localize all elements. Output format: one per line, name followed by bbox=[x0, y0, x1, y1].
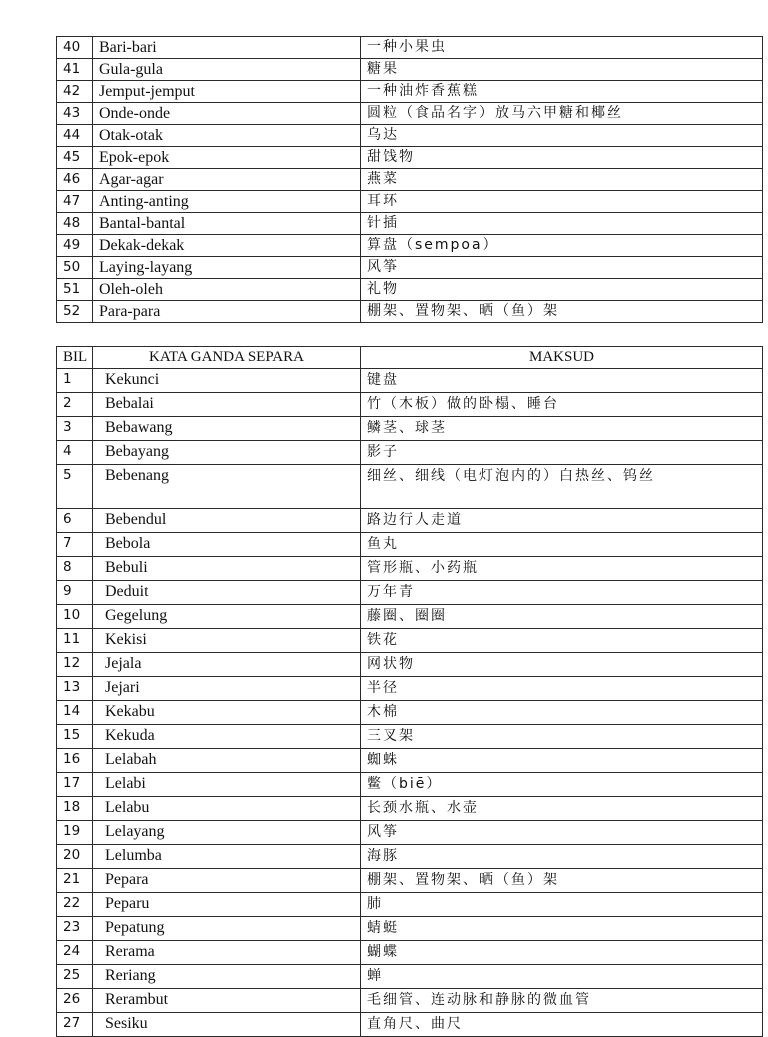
table-row bbox=[57, 147, 763, 169]
table-row bbox=[57, 821, 763, 845]
row-number: 41 bbox=[57, 59, 93, 81]
table-row bbox=[57, 37, 763, 59]
row-meaning: 海豚 bbox=[361, 845, 763, 869]
row-word: Dekak-dekak bbox=[93, 235, 361, 257]
row-word: Jemput-jemput bbox=[93, 81, 361, 103]
row-word: Lelabi bbox=[93, 773, 361, 797]
row-number: 18 bbox=[57, 797, 93, 821]
table-row bbox=[57, 393, 763, 417]
row-number: 8 bbox=[57, 557, 93, 581]
row-meaning: 木棉 bbox=[361, 701, 763, 725]
row-word: Bari-bari bbox=[93, 37, 361, 59]
row-meaning: 针插 bbox=[361, 213, 763, 235]
table-row bbox=[57, 509, 763, 533]
row-word: Oleh-oleh bbox=[93, 279, 361, 301]
table-header-row bbox=[57, 347, 763, 369]
table-row bbox=[57, 845, 763, 869]
row-meaning: 蜘蛛 bbox=[361, 749, 763, 773]
table-row bbox=[57, 125, 763, 147]
table-row bbox=[57, 653, 763, 677]
row-word: Rerambut bbox=[93, 989, 361, 1013]
table-row bbox=[57, 213, 763, 235]
row-number: 5 bbox=[57, 465, 93, 509]
row-word: Kekabu bbox=[93, 701, 361, 725]
row-word: Sesiku bbox=[93, 1013, 361, 1037]
row-meaning: 蜻蜓 bbox=[361, 917, 763, 941]
row-meaning: 铁花 bbox=[361, 629, 763, 653]
row-word: Bebendul bbox=[93, 509, 361, 533]
row-meaning: 三叉架 bbox=[361, 725, 763, 749]
row-meaning: 蝉 bbox=[361, 965, 763, 989]
row-meaning: 直角尺、曲尺 bbox=[361, 1013, 763, 1037]
row-meaning: 鳖（biē） bbox=[361, 773, 763, 797]
table-row bbox=[57, 1013, 763, 1037]
row-word: Laying-layang bbox=[93, 257, 361, 279]
row-meaning: 风筝 bbox=[361, 821, 763, 845]
table-row bbox=[57, 533, 763, 557]
row-number: 20 bbox=[57, 845, 93, 869]
row-number: 50 bbox=[57, 257, 93, 279]
row-meaning: 燕菜 bbox=[361, 169, 763, 191]
row-number: 26 bbox=[57, 989, 93, 1013]
row-meaning: 礼物 bbox=[361, 279, 763, 301]
row-meaning: 糖果 bbox=[361, 59, 763, 81]
table-row bbox=[57, 773, 763, 797]
row-word: Pepara bbox=[93, 869, 361, 893]
row-number: 9 bbox=[57, 581, 93, 605]
row-meaning: 鳞茎、球茎 bbox=[361, 417, 763, 441]
row-word: Kekuda bbox=[93, 725, 361, 749]
row-word: Onde-onde bbox=[93, 103, 361, 125]
table-row bbox=[57, 235, 763, 257]
row-meaning: 竹（木板）做的卧榻、睡台 bbox=[361, 393, 763, 417]
row-meaning: 万年青 bbox=[361, 581, 763, 605]
row-word: Para-para bbox=[93, 301, 361, 323]
row-word: Epok-epok bbox=[93, 147, 361, 169]
table-row bbox=[57, 257, 763, 279]
row-number: 12 bbox=[57, 653, 93, 677]
row-meaning: 路边行人走道 bbox=[361, 509, 763, 533]
row-number: 21 bbox=[57, 869, 93, 893]
row-number: 47 bbox=[57, 191, 93, 213]
table-row bbox=[57, 103, 763, 125]
table-row bbox=[57, 605, 763, 629]
row-number: 19 bbox=[57, 821, 93, 845]
row-number: 7 bbox=[57, 533, 93, 557]
row-word: Lelabu bbox=[93, 797, 361, 821]
row-meaning: 键盘 bbox=[361, 369, 763, 393]
row-word: Lelayang bbox=[93, 821, 361, 845]
row-word: Pepatung bbox=[93, 917, 361, 941]
row-meaning: 耳环 bbox=[361, 191, 763, 213]
row-word: Rerama bbox=[93, 941, 361, 965]
row-number: 1 bbox=[57, 369, 93, 393]
table-row bbox=[57, 893, 763, 917]
word-table-bottom-body bbox=[57, 369, 763, 1037]
row-number: 2 bbox=[57, 393, 93, 417]
row-meaning: 风筝 bbox=[361, 257, 763, 279]
row-number: 40 bbox=[57, 37, 93, 59]
row-number: 11 bbox=[57, 629, 93, 653]
row-meaning: 蝴蝶 bbox=[361, 941, 763, 965]
table-row bbox=[57, 191, 763, 213]
row-meaning: 细丝、细线（电灯泡内的）白热丝、钨丝 bbox=[361, 465, 763, 509]
row-number: 42 bbox=[57, 81, 93, 103]
row-number: 24 bbox=[57, 941, 93, 965]
header-kata-ganda-separa: KATA GANDA SEPARA bbox=[93, 347, 361, 369]
row-word: Deduit bbox=[93, 581, 361, 605]
row-meaning: 影子 bbox=[361, 441, 763, 465]
row-meaning: 鱼丸 bbox=[361, 533, 763, 557]
row-word: Peparu bbox=[93, 893, 361, 917]
row-meaning: 圆粒（食品名字）放马六甲糖和椰丝 bbox=[361, 103, 763, 125]
row-word: Lelabah bbox=[93, 749, 361, 773]
table-row bbox=[57, 59, 763, 81]
header-maksud: MAKSUD bbox=[361, 347, 763, 369]
table-row bbox=[57, 749, 763, 773]
row-number: 3 bbox=[57, 417, 93, 441]
row-number: 44 bbox=[57, 125, 93, 147]
table-row bbox=[57, 701, 763, 725]
table-row bbox=[57, 965, 763, 989]
row-meaning: 网状物 bbox=[361, 653, 763, 677]
row-number: 48 bbox=[57, 213, 93, 235]
row-number: 46 bbox=[57, 169, 93, 191]
row-word: Bantal-bantal bbox=[93, 213, 361, 235]
row-number: 16 bbox=[57, 749, 93, 773]
row-number: 6 bbox=[57, 509, 93, 533]
table-row bbox=[57, 869, 763, 893]
row-word: Reriang bbox=[93, 965, 361, 989]
row-meaning: 肺 bbox=[361, 893, 763, 917]
row-word: Lelumba bbox=[93, 845, 361, 869]
row-word: Anting-anting bbox=[93, 191, 361, 213]
row-word: Jejari bbox=[93, 677, 361, 701]
table-row bbox=[57, 417, 763, 441]
table-row bbox=[57, 369, 763, 393]
row-number: 51 bbox=[57, 279, 93, 301]
row-meaning: 一种小果虫 bbox=[361, 37, 763, 59]
table-row bbox=[57, 725, 763, 749]
table-row bbox=[57, 441, 763, 465]
table-row bbox=[57, 279, 763, 301]
row-number: 49 bbox=[57, 235, 93, 257]
table-row bbox=[57, 629, 763, 653]
row-word: Bebenang bbox=[93, 465, 361, 509]
table-row bbox=[57, 917, 763, 941]
row-word: Otak-otak bbox=[93, 125, 361, 147]
word-table-kata-ganda-separa bbox=[56, 346, 763, 1037]
row-word: Kekisi bbox=[93, 629, 361, 653]
row-number: 52 bbox=[57, 301, 93, 323]
row-word: Kekunci bbox=[93, 369, 361, 393]
header-bil: BIL bbox=[57, 347, 93, 369]
row-number: 10 bbox=[57, 605, 93, 629]
row-number: 17 bbox=[57, 773, 93, 797]
row-number: 4 bbox=[57, 441, 93, 465]
word-table-top bbox=[56, 36, 763, 323]
row-number: 45 bbox=[57, 147, 93, 169]
row-number: 43 bbox=[57, 103, 93, 125]
row-meaning: 半径 bbox=[361, 677, 763, 701]
row-word: Jejala bbox=[93, 653, 361, 677]
row-word: Bebola bbox=[93, 533, 361, 557]
row-meaning: 藤圈、圈圈 bbox=[361, 605, 763, 629]
table-row bbox=[57, 941, 763, 965]
table-row bbox=[57, 301, 763, 323]
row-meaning: 长颈水瓶、水壶 bbox=[361, 797, 763, 821]
row-number: 22 bbox=[57, 893, 93, 917]
row-number: 27 bbox=[57, 1013, 93, 1037]
table-row bbox=[57, 677, 763, 701]
row-number: 14 bbox=[57, 701, 93, 725]
row-meaning: 棚架、置物架、晒（鱼）架 bbox=[361, 301, 763, 323]
word-table-top-body bbox=[57, 37, 763, 323]
table-row bbox=[57, 797, 763, 821]
row-meaning: 一种油炸香蕉糕 bbox=[361, 81, 763, 103]
row-word: Bebalai bbox=[93, 393, 361, 417]
table-row bbox=[57, 581, 763, 605]
table-row bbox=[57, 169, 763, 191]
row-meaning: 毛细管、连动脉和静脉的微血管 bbox=[361, 989, 763, 1013]
row-meaning: 乌达 bbox=[361, 125, 763, 147]
table-row bbox=[57, 989, 763, 1013]
table-row bbox=[57, 557, 763, 581]
row-word: Bebawang bbox=[93, 417, 361, 441]
row-word: Agar-agar bbox=[93, 169, 361, 191]
row-word: Bebuli bbox=[93, 557, 361, 581]
row-word: Bebayang bbox=[93, 441, 361, 465]
row-number: 23 bbox=[57, 917, 93, 941]
row-word: Gula-gula bbox=[93, 59, 361, 81]
row-meaning: 甜饯物 bbox=[361, 147, 763, 169]
row-number: 15 bbox=[57, 725, 93, 749]
row-number: 13 bbox=[57, 677, 93, 701]
row-word: Gegelung bbox=[93, 605, 361, 629]
table-row bbox=[57, 81, 763, 103]
table-row bbox=[57, 465, 763, 509]
row-meaning: 棚架、置物架、晒（鱼）架 bbox=[361, 869, 763, 893]
row-number: 25 bbox=[57, 965, 93, 989]
row-meaning: 管形瓶、小药瓶 bbox=[361, 557, 763, 581]
row-meaning: 算盘（sempoa） bbox=[361, 235, 763, 257]
